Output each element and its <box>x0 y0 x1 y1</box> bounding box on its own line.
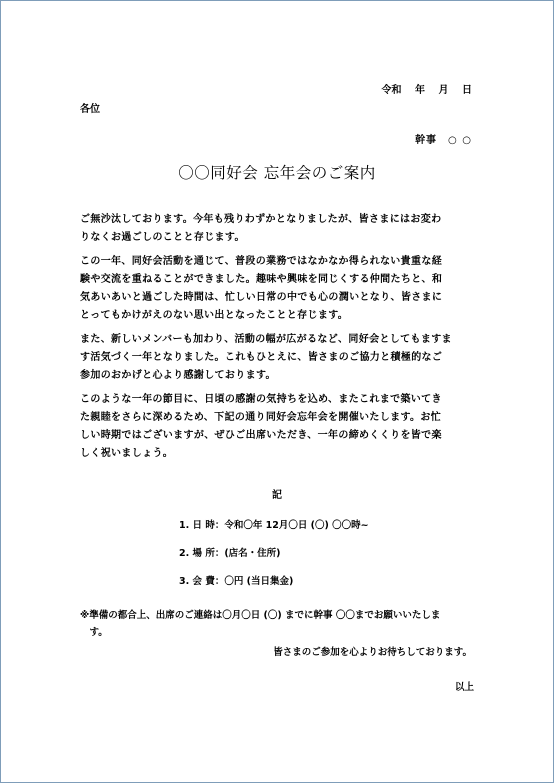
paragraph-line: す活気づく一年となりました。これもひとえに、皆さまのご協力と積極的なご <box>80 352 443 363</box>
paragraph-greeting <box>80 211 480 247</box>
rsvp-note <box>80 607 440 641</box>
detail-venue: 2. 場 所：(店名・住所) <box>179 548 281 559</box>
paragraph-line: とってもかけがえのない思い出となったことと存じます。 <box>80 310 349 321</box>
body-text <box>80 211 480 469</box>
paragraph-line: た親睦をさらに深めるため、下記の通り同好会忘年会を開催いたします。お忙 <box>80 412 442 423</box>
event-details <box>179 519 369 603</box>
addressee: 各位 <box>80 104 100 115</box>
paragraph-line: また、新しいメンバーも加わり、活動の幅が広がるなど、同好会としてもますま <box>80 334 452 345</box>
paragraph-line: このような一年の節目に、日頃の感謝の気持ちを込め、またこれまで築いてき <box>80 394 442 405</box>
ki-heading: 記 <box>272 490 282 501</box>
paragraph-line: 験や交流を重ねることができました。趣味や興味を同じくする仲間たちと、和 <box>80 274 443 285</box>
paragraph-line: 気あいあいと過ごした時間は、忙しい日常の中でも心の潤いとなり、皆さまに <box>80 292 443 303</box>
note-line: ※準備の都合上、出席のご連絡は〇月〇日 (〇) までに幹事 〇〇までお願いいたしま <box>80 610 441 621</box>
paragraph-invitation <box>80 391 480 463</box>
document-title: 〇〇同好会 忘年会のご案内 <box>178 164 376 182</box>
paragraph-line: りなくお過ごしのことと存じます。 <box>80 232 245 243</box>
paragraph-line: ご無沙汰しております。今年も残りわずかとなりましたが、皆さまにはお変わ <box>80 214 442 225</box>
paragraph-line: しく祝いましょう。 <box>80 448 174 459</box>
paragraph-year-review <box>80 253 480 325</box>
paragraph-line: 参加のおかげと心より感謝しております。 <box>80 370 276 381</box>
note-line: す。 <box>80 627 108 638</box>
ijou: 以上 <box>454 682 474 693</box>
sender: 幹事 ○ ○ <box>415 135 472 146</box>
paragraph-line: しい時期ではございますが、ぜひご出席いただき、一年の締めくくりを皆で楽 <box>80 430 442 441</box>
paragraph-line: この一年、同好会活動を通じて、普段の業務ではなかなか得られない貴重な経 <box>80 256 443 267</box>
detail-fee: 3. 会 費：〇円 (当日集金) <box>179 576 294 587</box>
detail-datetime: 1. 日 時：令和〇年 12月〇日 (〇) 〇〇時~ <box>179 520 369 531</box>
closing-line: 皆さまのご参加を心よりお待ちしております。 <box>273 647 472 658</box>
paragraph-new-members <box>80 331 480 385</box>
date-line: 令和 年 月 日 <box>381 85 472 96</box>
